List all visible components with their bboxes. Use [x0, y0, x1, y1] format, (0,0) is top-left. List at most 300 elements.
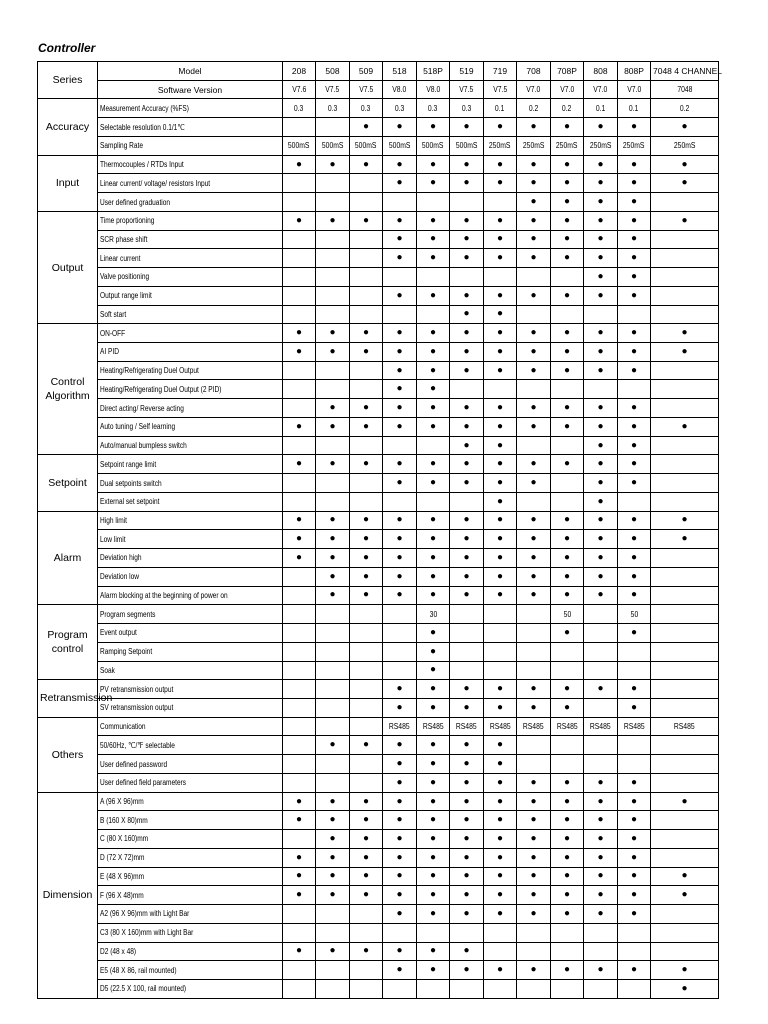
supported-dot-icon: ●: [517, 230, 551, 249]
supported-dot-icon: ●: [618, 567, 651, 586]
supported-dot-icon: ●: [517, 249, 551, 268]
supported-dot-icon: ●: [350, 848, 383, 867]
cell-value: RS485: [456, 722, 477, 732]
feature-cell: [98, 755, 283, 774]
cell-value: 50: [563, 609, 571, 619]
supported-dot-icon: ●: [417, 867, 450, 886]
header-row-model: [38, 62, 719, 81]
supported-dot-icon: ●: [618, 905, 651, 924]
supported-dot-icon: ●: [450, 155, 484, 174]
empty-cell: [651, 624, 719, 643]
supported-dot-icon: ●: [551, 905, 584, 924]
feature-cell: [98, 811, 283, 830]
supported-dot-icon: ●: [316, 848, 350, 867]
empty-cell: [383, 193, 417, 212]
supported-dot-icon: ●: [517, 155, 551, 174]
table-row: [38, 455, 719, 474]
supported-dot-icon: ●: [584, 230, 618, 249]
feature-cell: [98, 586, 283, 605]
supported-dot-icon: ●: [450, 249, 484, 268]
empty-cell: [651, 661, 719, 680]
empty-cell: [517, 605, 551, 624]
feature-cell: [98, 118, 283, 137]
empty-cell: [651, 286, 719, 305]
supported-dot-icon: ●: [584, 567, 618, 586]
table-row: [38, 530, 719, 549]
cell-value: RS485: [489, 722, 511, 732]
page-title: Controller: [38, 41, 96, 55]
feature-label: User defined password: [100, 759, 168, 769]
supported-dot-icon: ●: [350, 417, 383, 436]
supported-dot-icon: ●: [584, 436, 618, 455]
supported-dot-icon: ●: [417, 698, 450, 717]
table-row: [38, 286, 719, 305]
cell-value: RS485: [623, 722, 645, 732]
cell-value: 250mS: [522, 141, 545, 151]
table-row: [38, 211, 719, 230]
empty-cell: [651, 773, 719, 792]
model-header: 7048 4 CHANNEL: [651, 62, 719, 81]
supported-dot-icon: ●: [651, 417, 719, 436]
supported-dot-icon: ●: [551, 324, 584, 343]
table-row: [38, 324, 719, 343]
empty-cell: [618, 923, 651, 942]
cell-value: 0.1: [495, 103, 505, 113]
category-cell: [38, 717, 98, 792]
category-cell: [38, 324, 98, 455]
supported-dot-icon: ●: [450, 436, 484, 455]
supported-dot-icon: ●: [283, 343, 316, 362]
supported-dot-icon: ●: [383, 286, 417, 305]
supported-dot-icon: ●: [651, 867, 719, 886]
supported-dot-icon: ●: [484, 755, 517, 774]
value-cell: [417, 99, 450, 118]
value-cell: [651, 136, 719, 155]
supported-dot-icon: ●: [584, 511, 618, 530]
empty-cell: [517, 755, 551, 774]
empty-cell: [450, 979, 484, 998]
supported-dot-icon: ●: [584, 174, 618, 193]
supported-dot-icon: ●: [417, 230, 450, 249]
supported-dot-icon: ●: [450, 848, 484, 867]
supported-dot-icon: ●: [417, 961, 450, 980]
software-version-cell: [450, 80, 484, 99]
feature-label: Ramping Setpoint: [100, 647, 153, 657]
supported-dot-icon: ●: [316, 942, 350, 961]
empty-cell: [283, 736, 316, 755]
empty-cell: [316, 305, 350, 324]
category-cell: [38, 680, 113, 717]
supported-dot-icon: ●: [350, 399, 383, 418]
supported-dot-icon: ●: [383, 230, 417, 249]
supported-dot-icon: ●: [450, 417, 484, 436]
supported-dot-icon: ●: [551, 549, 584, 568]
supported-dot-icon: ●: [417, 324, 450, 343]
feature-cell: [98, 436, 283, 455]
supported-dot-icon: ●: [517, 455, 551, 474]
empty-cell: [584, 698, 618, 717]
supported-dot-icon: ●: [584, 474, 618, 493]
supported-dot-icon: ●: [383, 361, 417, 380]
empty-cell: [316, 286, 350, 305]
supported-dot-icon: ●: [517, 193, 551, 212]
supported-dot-icon: ●: [417, 661, 450, 680]
empty-cell: [551, 736, 584, 755]
feature-label: D (72 X 72)mm: [100, 853, 145, 863]
cell-value: 500mS: [321, 141, 344, 151]
supported-dot-icon: ●: [383, 249, 417, 268]
empty-cell: [584, 661, 618, 680]
supported-dot-icon: ●: [417, 811, 450, 830]
table-row: [38, 99, 719, 118]
feature-cell: [98, 905, 283, 924]
supported-dot-icon: ●: [316, 343, 350, 362]
feature-cell: [98, 474, 283, 493]
software-version-cell: [316, 80, 350, 99]
supported-dot-icon: ●: [350, 567, 383, 586]
empty-cell: [517, 923, 551, 942]
empty-cell: [517, 305, 551, 324]
supported-dot-icon: ●: [484, 867, 517, 886]
supported-dot-icon: ●: [450, 961, 484, 980]
empty-cell: [584, 624, 618, 643]
category-cell: [38, 792, 98, 998]
supported-dot-icon: ●: [484, 118, 517, 137]
empty-cell: [484, 642, 517, 661]
category-label: Retransmission: [40, 692, 113, 705]
empty-cell: [651, 380, 719, 399]
table-row: [38, 811, 719, 830]
supported-dot-icon: ●: [450, 286, 484, 305]
empty-cell: [517, 436, 551, 455]
empty-cell: [584, 305, 618, 324]
supported-dot-icon: ●: [584, 155, 618, 174]
supported-dot-icon: ●: [417, 642, 450, 661]
empty-cell: [283, 399, 316, 418]
empty-cell: [651, 436, 719, 455]
empty-cell: [584, 755, 618, 774]
supported-dot-icon: ●: [517, 586, 551, 605]
supported-dot-icon: ●: [484, 211, 517, 230]
feature-label: Linear current/ voltage/ resistors Input: [100, 178, 211, 188]
cell-value: 0.3: [361, 103, 371, 113]
category-cell: [38, 455, 98, 511]
supported-dot-icon: ●: [316, 324, 350, 343]
empty-cell: [584, 736, 618, 755]
feature-label: High limit: [100, 515, 127, 525]
empty-cell: [651, 811, 719, 830]
empty-cell: [651, 586, 719, 605]
supported-dot-icon: ●: [551, 211, 584, 230]
feature-label: AI PID: [100, 347, 119, 357]
value-cell: [551, 717, 584, 736]
empty-cell: [383, 661, 417, 680]
model-header: 208: [283, 62, 316, 81]
empty-cell: [283, 193, 316, 212]
supported-dot-icon: ●: [584, 867, 618, 886]
supported-dot-icon: ●: [450, 680, 484, 699]
supported-dot-icon: ●: [551, 511, 584, 530]
supported-dot-icon: ●: [651, 211, 719, 230]
model-header: 808: [584, 62, 618, 81]
supported-dot-icon: ●: [651, 530, 719, 549]
cell-value: 30: [429, 609, 437, 619]
empty-cell: [651, 193, 719, 212]
empty-cell: [417, 979, 450, 998]
empty-cell: [517, 268, 551, 287]
empty-cell: [350, 923, 383, 942]
supported-dot-icon: ●: [417, 343, 450, 362]
supported-dot-icon: ●: [517, 118, 551, 137]
supported-dot-icon: ●: [383, 174, 417, 193]
empty-cell: [316, 923, 350, 942]
empty-cell: [283, 492, 316, 511]
supported-dot-icon: ●: [316, 511, 350, 530]
supported-dot-icon: ●: [283, 455, 316, 474]
empty-cell: [283, 642, 316, 661]
supported-dot-icon: ●: [383, 155, 417, 174]
supported-dot-icon: ●: [450, 305, 484, 324]
cell-value: RS485: [674, 722, 695, 732]
supported-dot-icon: ●: [618, 961, 651, 980]
empty-cell: [283, 118, 316, 137]
empty-cell: [383, 436, 417, 455]
value-cell: [283, 136, 316, 155]
empty-cell: [484, 268, 517, 287]
supported-dot-icon: ●: [584, 361, 618, 380]
series-label: Series: [52, 74, 83, 87]
supported-dot-icon: ●: [484, 530, 517, 549]
feature-cell: [98, 305, 283, 324]
empty-cell: [383, 605, 417, 624]
supported-dot-icon: ●: [618, 361, 651, 380]
supported-dot-icon: ●: [584, 492, 618, 511]
empty-cell: [350, 642, 383, 661]
supported-dot-icon: ●: [283, 417, 316, 436]
software-version-value: V7.5: [359, 85, 373, 95]
supported-dot-icon: ●: [517, 324, 551, 343]
empty-cell: [350, 286, 383, 305]
supported-dot-icon: ●: [618, 193, 651, 212]
supported-dot-icon: ●: [350, 886, 383, 905]
feature-label: ON-OFF: [100, 328, 126, 338]
value-cell: [584, 99, 618, 118]
cell-value: 0.2: [562, 103, 572, 113]
supported-dot-icon: ●: [417, 174, 450, 193]
cell-value: 50: [630, 609, 638, 619]
feature-cell: [98, 605, 283, 624]
empty-cell: [316, 979, 350, 998]
software-version-cell: [551, 80, 584, 99]
supported-dot-icon: ●: [517, 549, 551, 568]
empty-cell: [584, 605, 618, 624]
feature-label: 50/60Hz, ℃/℉ selectable: [100, 740, 175, 750]
supported-dot-icon: ●: [584, 118, 618, 137]
empty-cell: [383, 979, 417, 998]
empty-cell: [283, 979, 316, 998]
empty-cell: [651, 605, 719, 624]
supported-dot-icon: ●: [517, 474, 551, 493]
empty-cell: [517, 624, 551, 643]
supported-dot-icon: ●: [417, 155, 450, 174]
supported-dot-icon: ●: [651, 511, 719, 530]
feature-cell: [98, 511, 283, 530]
empty-cell: [316, 661, 350, 680]
supported-dot-icon: ●: [584, 811, 618, 830]
table-row: [38, 736, 719, 755]
feature-cell: [98, 886, 283, 905]
empty-cell: [651, 848, 719, 867]
feature-label: Heating/Refrigerating Duel Output: [100, 366, 199, 376]
supported-dot-icon: ●: [484, 305, 517, 324]
supported-dot-icon: ●: [517, 811, 551, 830]
supported-dot-icon: ●: [283, 848, 316, 867]
supported-dot-icon: ●: [551, 455, 584, 474]
value-cell: [450, 717, 484, 736]
supported-dot-icon: ●: [350, 455, 383, 474]
empty-cell: [450, 492, 484, 511]
supported-dot-icon: ●: [417, 118, 450, 137]
supported-dot-icon: ●: [383, 886, 417, 905]
cell-value: 0.3: [327, 103, 338, 113]
empty-cell: [383, 923, 417, 942]
cell-value: 500mS: [355, 141, 377, 151]
feature-label: Measurement Accuracy (%FS): [100, 103, 189, 113]
supported-dot-icon: ●: [484, 680, 517, 699]
feature-label: Soak: [100, 665, 115, 675]
table-row: [38, 343, 719, 362]
feature-cell: [98, 923, 283, 942]
value-cell: [551, 136, 584, 155]
supported-dot-icon: ●: [484, 698, 517, 717]
supported-dot-icon: ●: [484, 586, 517, 605]
supported-dot-icon: ●: [651, 792, 719, 811]
feature-cell: [98, 567, 283, 586]
feature-cell: [98, 174, 283, 193]
feature-label: Output range limit: [100, 291, 152, 301]
supported-dot-icon: ●: [417, 249, 450, 268]
supported-dot-icon: ●: [316, 530, 350, 549]
cell-value: RS485: [523, 722, 544, 732]
supported-dot-icon: ●: [618, 268, 651, 287]
value-cell: [350, 136, 383, 155]
empty-cell: [316, 755, 350, 774]
supported-dot-icon: ●: [618, 848, 651, 867]
table-row: [38, 474, 719, 493]
empty-cell: [484, 942, 517, 961]
cell-value: 0.3: [428, 103, 438, 113]
model-header: 518P: [417, 62, 450, 81]
supported-dot-icon: ●: [484, 492, 517, 511]
empty-cell: [350, 230, 383, 249]
empty-cell: [484, 380, 517, 399]
value-cell: [551, 99, 584, 118]
empty-cell: [517, 661, 551, 680]
feature-cell: [98, 249, 283, 268]
feature-cell: [98, 736, 283, 755]
software-version-value: 7048: [676, 85, 693, 95]
software-version-cell: [417, 80, 450, 99]
supported-dot-icon: ●: [517, 867, 551, 886]
feature-label: E (48 X 96)mm: [100, 871, 145, 881]
empty-cell: [651, 567, 719, 586]
empty-cell: [316, 492, 350, 511]
supported-dot-icon: ●: [350, 942, 383, 961]
supported-dot-icon: ●: [618, 343, 651, 362]
supported-dot-icon: ●: [350, 586, 383, 605]
supported-dot-icon: ●: [450, 211, 484, 230]
feature-cell: [98, 211, 283, 230]
feature-cell: [98, 99, 283, 118]
empty-cell: [283, 698, 316, 717]
empty-cell: [283, 249, 316, 268]
value-cell: [517, 136, 551, 155]
supported-dot-icon: ●: [450, 511, 484, 530]
feature-cell: [98, 642, 283, 661]
empty-cell: [350, 474, 383, 493]
feature-label: Auto tuning / Self learning: [100, 422, 176, 432]
supported-dot-icon: ●: [551, 361, 584, 380]
supported-dot-icon: ●: [283, 942, 316, 961]
supported-dot-icon: ●: [551, 830, 584, 849]
value-cell: [383, 99, 417, 118]
supported-dot-icon: ●: [450, 698, 484, 717]
software-version-cell: [484, 80, 517, 99]
supported-dot-icon: ●: [417, 830, 450, 849]
supported-dot-icon: ●: [383, 848, 417, 867]
empty-cell: [651, 305, 719, 324]
table-row: [38, 624, 719, 643]
supported-dot-icon: ●: [618, 549, 651, 568]
table-row: [38, 549, 719, 568]
feature-label: A2 (96 X 96)mm with Light Bar: [100, 909, 190, 919]
table-row: [38, 830, 719, 849]
supported-dot-icon: ●: [383, 474, 417, 493]
cell-value: 0.1: [595, 103, 606, 113]
value-cell: [618, 136, 651, 155]
supported-dot-icon: ●: [450, 773, 484, 792]
supported-dot-icon: ●: [584, 961, 618, 980]
supported-dot-icon: ●: [283, 530, 316, 549]
empty-cell: [316, 230, 350, 249]
cell-value: 0.3: [294, 103, 304, 113]
empty-cell: [283, 474, 316, 493]
supported-dot-icon: ●: [350, 811, 383, 830]
category-cell: [38, 155, 98, 211]
table-row: [38, 155, 719, 174]
supported-dot-icon: ●: [551, 792, 584, 811]
supported-dot-icon: ●: [417, 211, 450, 230]
empty-cell: [350, 193, 383, 212]
supported-dot-icon: ●: [350, 530, 383, 549]
supported-dot-icon: ●: [651, 343, 719, 362]
value-cell: [517, 99, 551, 118]
table-row: [38, 642, 719, 661]
empty-cell: [283, 586, 316, 605]
empty-cell: [618, 661, 651, 680]
cell-value: RS485: [389, 722, 410, 732]
value-cell: [450, 99, 484, 118]
feature-label: Event output: [100, 628, 137, 638]
supported-dot-icon: ●: [283, 886, 316, 905]
empty-cell: [584, 942, 618, 961]
empty-cell: [316, 380, 350, 399]
supported-dot-icon: ●: [584, 455, 618, 474]
supported-dot-icon: ●: [350, 511, 383, 530]
supported-dot-icon: ●: [316, 830, 350, 849]
empty-cell: [618, 380, 651, 399]
empty-cell: [383, 268, 417, 287]
